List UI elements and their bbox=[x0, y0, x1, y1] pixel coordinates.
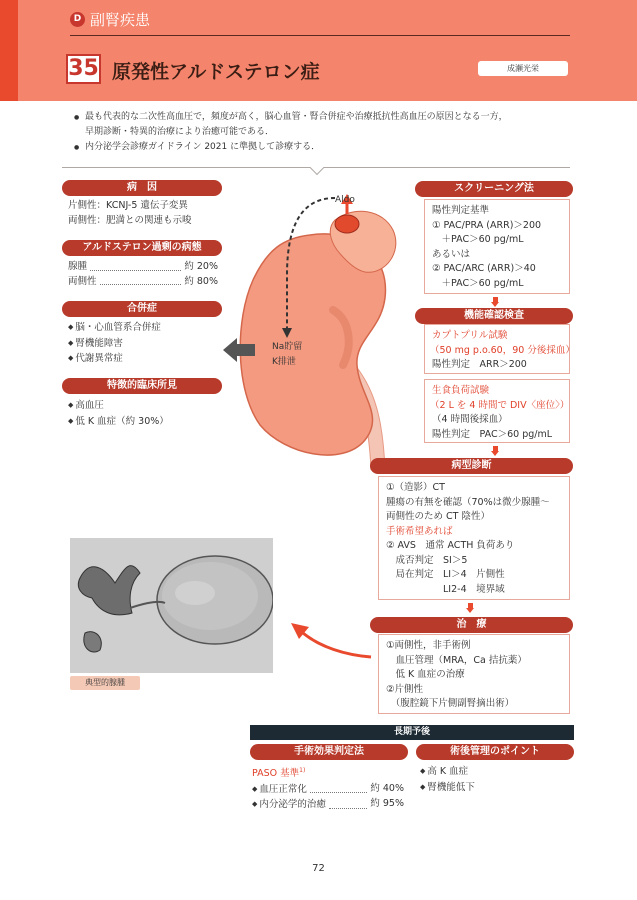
pathology-row: 腺腫 約 20% bbox=[68, 261, 218, 272]
findings-list bbox=[68, 398, 228, 429]
list-item: ◆ 腎機能障害 bbox=[68, 336, 228, 352]
screening-heading: スクリーニング法 bbox=[415, 181, 573, 197]
list-item: ◆ 高 K 血症 bbox=[420, 764, 570, 780]
cause-heading: 病 因 bbox=[62, 180, 222, 196]
subtype-box: ①（造影）CT 腫瘍の有無を確認（70%は微少腺腫～ 両側性のため CT 陰性） 手術希望あれば ② AVS 通常 ACTH 負荷あり 成否判定 SI＞5 局在判定 LI＞4 片側性 LI2-4 境界域 bbox=[378, 476, 570, 600]
pathology-rows bbox=[68, 260, 218, 289]
complications-list bbox=[68, 320, 228, 367]
treatment-heading: 治 療 bbox=[370, 617, 573, 633]
k-label: K排泄 bbox=[272, 357, 296, 367]
intro-item: ● 最も代表的な二次性高血圧で，頻度が高く，脳心血管・腎合併症や治療抵抗性高血圧の原因となる一方， 早期診断・特異的治療により治癒可能である． bbox=[74, 110, 574, 140]
header-rule bbox=[70, 35, 570, 36]
chapter-title: 原発性アルドステロン症 bbox=[112, 61, 320, 83]
cause-text: 片側性：KCNJ-5 遺伝子変異 両側性：肥満との関連も示唆 bbox=[68, 200, 192, 226]
postop-heading: 術後管理のポイント bbox=[416, 744, 574, 760]
complications-heading: 合併症 bbox=[62, 301, 222, 317]
function-test-heading: 機能確認検査 bbox=[415, 308, 573, 324]
intro-item: ● 内分泌学会診療ガイドライン 2021 に準拠して診療する． bbox=[74, 140, 574, 155]
subtype-heading: 病型診断 bbox=[370, 458, 573, 474]
intro-bullets bbox=[74, 110, 574, 155]
adenoma-photo bbox=[70, 538, 273, 673]
paso-label: PASO 基準$^{1)}$ bbox=[252, 767, 306, 780]
list-item: ◆ 高血圧 bbox=[68, 398, 228, 414]
curved-arrow-path bbox=[303, 633, 371, 657]
screening-box: 陽性判定基準 ① PAC/PRA (ARR)＞200 ＋PAC＞60 pg/mL あるいは ② PAC/ARC (ARR)＞40 ＋PAC＞60 pg/mL bbox=[424, 199, 570, 294]
category-badge: D bbox=[70, 12, 85, 27]
postop-list bbox=[420, 764, 570, 795]
curved-arrow-to-photo bbox=[285, 615, 375, 660]
surgery-eval-content bbox=[252, 764, 404, 813]
adenoma-photo-image bbox=[70, 538, 273, 673]
aldo-label: Aldo bbox=[335, 195, 355, 205]
author-badge: 成瀬光栄 bbox=[478, 61, 568, 76]
saline-box: 生食負荷試験 （2 L を 4 時間で DIV〈座位〉） （4 時間後採血） 陽性判定 PAC＞60 pg/mL bbox=[424, 379, 570, 443]
page-number: 72 bbox=[312, 863, 325, 874]
divider-notch bbox=[310, 161, 324, 175]
pathology-row: 両側性 約 80% bbox=[68, 275, 218, 287]
flow-down-arrow-icon bbox=[466, 603, 475, 613]
outcome-row: ◆ 血圧正常化 約 40% bbox=[252, 782, 404, 798]
treatment-box: ①両側性，非手術例 血圧管理（MRA，Ca 拮抗薬） 低 K 血症の治療 ②片側性 （腹腔鏡下片側副腎摘出術） bbox=[378, 634, 570, 714]
flow-down-arrow-icon bbox=[491, 297, 500, 307]
surgery-eval-heading: 手術効果判定法 bbox=[250, 744, 408, 760]
flow-down-arrow-icon bbox=[491, 446, 500, 456]
outcome-row: ◆ 内分泌学的治癒 約 95% bbox=[252, 797, 404, 813]
pathology-heading: アルドステロン過剰の病態 bbox=[62, 240, 222, 256]
list-item: ◆ 低 K 血症（約 30%） bbox=[68, 414, 228, 430]
category-title: 副腎疾患 bbox=[90, 11, 151, 29]
na-label: Na貯留 bbox=[272, 342, 303, 352]
captopril-box: カプトプリル試験 （50 mg p.o.60，90 分後採血） 陽性判定 ARR＞200 bbox=[424, 324, 570, 374]
prognosis-heading: 長期予後 bbox=[250, 725, 574, 740]
list-item: ◆ 代謝異常症 bbox=[68, 351, 228, 367]
list-item: ◆ 腎機能低下 bbox=[420, 780, 570, 796]
header-side-bar bbox=[0, 0, 18, 101]
chapter-number: 35 bbox=[66, 54, 101, 84]
photo-caption: 典型的腺腫 bbox=[70, 676, 140, 690]
kidney-adrenal-illustration bbox=[215, 180, 420, 470]
findings-heading: 特徴的臨床所見 bbox=[62, 378, 222, 394]
adenoma-shape bbox=[335, 215, 359, 233]
list-item: ◆ 脳・心血管系合併症 bbox=[68, 320, 228, 336]
chapter-header bbox=[0, 0, 637, 101]
